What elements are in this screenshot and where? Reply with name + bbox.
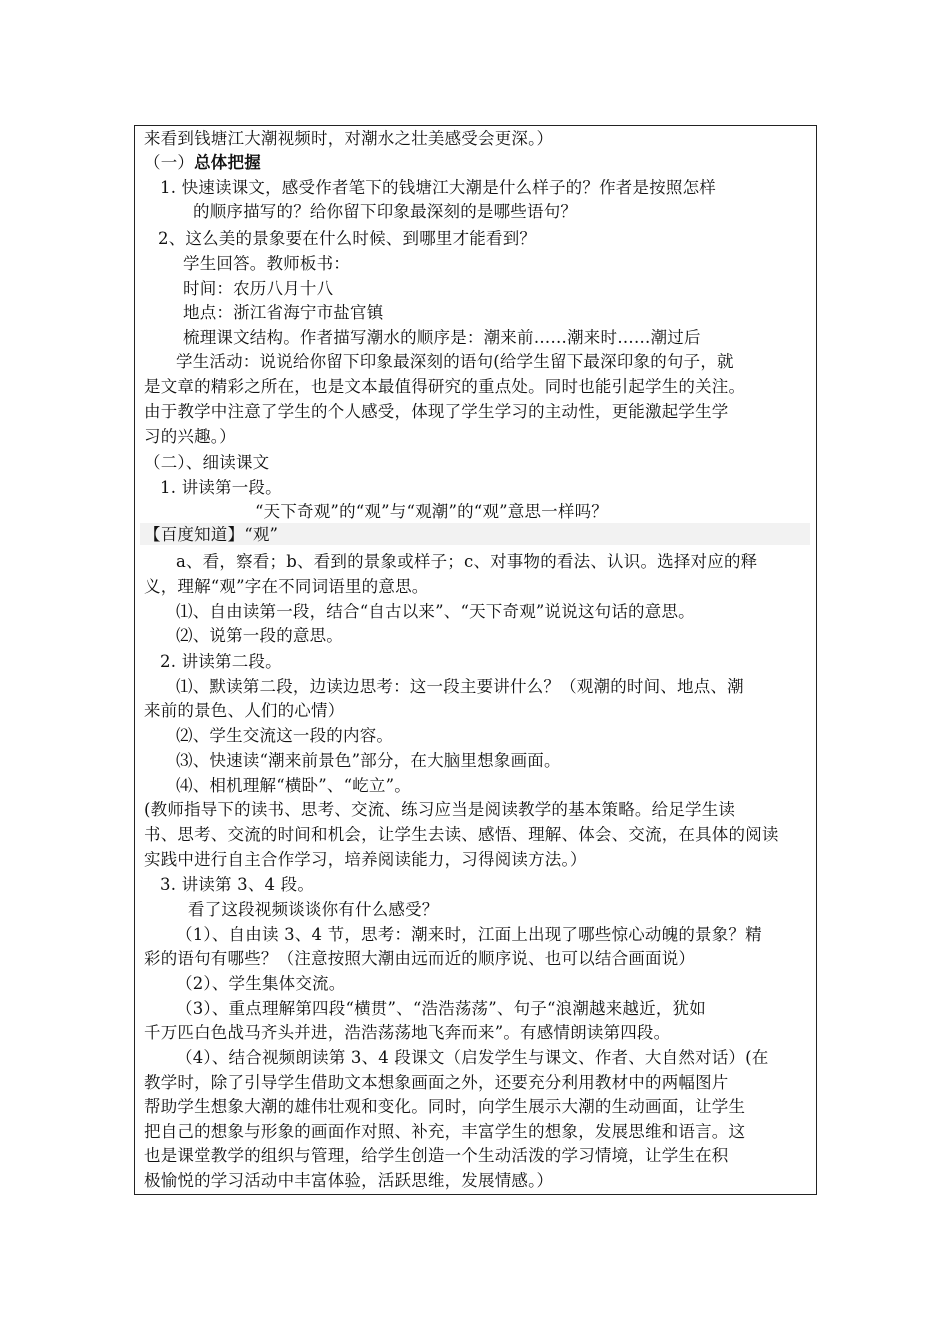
text-line: 实践中进行自主合作学习，培养阅读能力，习得阅读方法。）	[144, 850, 587, 869]
text-line: 3. 讲读第 3、4 段。	[160, 875, 315, 894]
text-line: 教学时，除了引导学生借助文本想象画面之外，还要充分利用教材中的两幅图片	[144, 1073, 729, 1092]
text-line: 书、思考、交流的时间和机会，让学生去读、感悟、理解、体会、交流，在具体的阅读	[144, 825, 779, 844]
text-line: （二）、细读课文	[144, 453, 270, 472]
text-line: ⑴、默读第二段，边读边思考：这一段主要讲什么？（观潮的时间、地点、潮	[176, 677, 744, 696]
text-line: ⑵、学生交流这一段的内容。	[176, 726, 394, 745]
text-line: （1）、自由读 3、4 节，思考：潮来时，江面上出现了哪些惊心动魄的景象？精	[176, 925, 762, 944]
text-line: 彩的语句有哪些？（注意按照大潮由远而近的顺序说、也可以结合画面说）	[144, 949, 696, 968]
text-line: 地点：浙江省海宁市盐官镇	[183, 303, 384, 322]
text-line: 极愉悦的学习活动中丰富体验，活跃思维，发展情感。）	[144, 1171, 554, 1190]
text-line: ⑴、自由读第一段，结合“自古以来”、“天下奇观”说说这句话的意思。	[176, 602, 695, 621]
text-line: ⑷、相机理解“横卧”、“屹立”。	[176, 776, 411, 795]
section-number: （一）	[144, 153, 195, 172]
section-title: 总体把握	[194, 153, 261, 172]
text-line: 把自己的想象与形象的画面作对照、补充，丰富学生的想象，发展思维和语言。这	[144, 1122, 746, 1141]
text-line: 是文章的精彩之所在，也是文本最值得研究的重点处。同时也能引起学生的关注。	[144, 377, 746, 396]
text-line: （2）、学生集体交流。	[176, 974, 346, 993]
text-line: （3）、重点理解第四段“横贯”、“浩浩荡荡”、句子“浪潮越来越近，犹如	[176, 999, 706, 1018]
section-heading	[144, 152, 950, 174]
text-line: 千万匹白色战马齐头并进，浩浩荡荡地飞奔而来”。有感情朗读第四段。	[144, 1023, 671, 1042]
text-line: 1. 讲读第一段。	[160, 478, 282, 497]
text-line: 学生活动：说说给你留下印象最深刻的语句(给学生留下最深印象的句子，就	[176, 352, 734, 371]
text-line: 学生回答。教师板书：	[183, 254, 350, 273]
text-line: “天下奇观”的“观”与“观潮”的“观”意思一样吗？	[255, 502, 608, 521]
text-line: a、看，察看；b、看到的景象或样子；c、对事物的看法、认识。选择对应的释	[176, 552, 758, 571]
text-line: 的顺序描写的？给你留下印象最深刻的是哪些语句？	[193, 202, 578, 221]
text-line: ⑶、快速读“潮来前景色”部分，在大脑里想象画面。	[176, 751, 561, 770]
text-line: 1. 快速读课文，感受作者笔下的钱塘江大潮是什么样子的？作者是按照怎样	[160, 178, 716, 197]
text-line: 也是课堂教学的组织与管理，给学生创造一个生动活泼的学习情境，让学生在积	[144, 1146, 729, 1165]
text-line: 看了这段视频谈谈你有什么感受？	[188, 900, 439, 919]
text-line: 来看到钱塘江大潮视频时，对潮水之壮美感受会更深。）	[144, 129, 554, 148]
text-line: ⑵、说第一段的意思。	[176, 626, 343, 645]
text-line: 2. 讲读第二段。	[160, 652, 282, 671]
text-line: 来前的景色、人们的心情）	[144, 701, 345, 720]
text-line: 梳理课文结构。作者描写潮水的顺序是：潮来前……潮来时……潮过后	[183, 328, 701, 347]
text-line: 2、这么美的景象要在什么时候、到哪里才能看到？	[158, 229, 537, 248]
text-line: 帮助学生想象大潮的雄伟壮观和变化。同时，向学生展示大潮的生动画面，让学生	[144, 1097, 746, 1116]
text-line: 由于教学中注意了学生的个人感受，体现了学生学习的主动性，更能激起学生学	[144, 402, 729, 421]
text-line: （4）、结合视频朗读第 3、4 段课文（启发学生与课文、作者、大自然对话）(在	[176, 1048, 769, 1067]
text-line: (教师指导下的读书、思考、交流、练习应当是阅读教学的基本策略。给足学生读	[144, 800, 736, 819]
text-line: 【百度知道】“观”	[144, 525, 279, 544]
text-line: 习的兴趣。）	[144, 427, 236, 446]
text-line: 义，理解“观”字在不同词语里的意思。	[144, 577, 429, 596]
text-line: 时间：农历八月十八	[183, 279, 334, 298]
